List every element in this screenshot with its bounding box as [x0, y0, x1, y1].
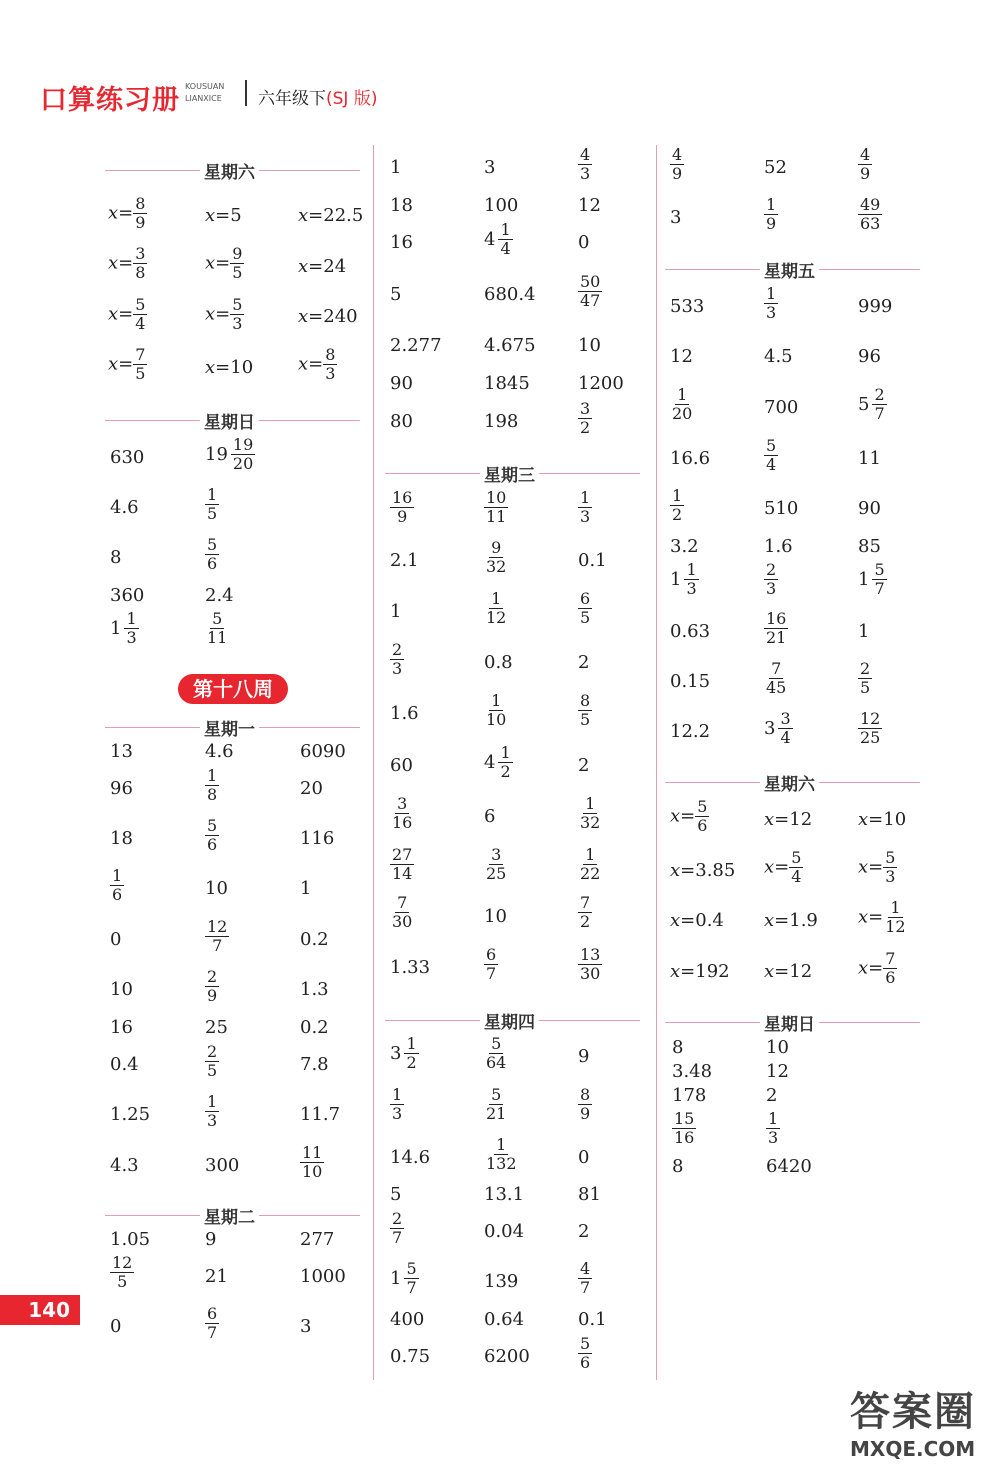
answer: 116	[300, 828, 335, 849]
answer: 4.5	[764, 346, 793, 367]
answer: x=10	[205, 357, 254, 378]
answer: $\frac{16}{9}$	[392, 488, 413, 526]
answer: 1	[390, 157, 402, 178]
answer: 60	[390, 755, 413, 776]
page-number: 140	[0, 1295, 80, 1325]
section-sunday-2: 星期日	[665, 1010, 920, 1034]
answer: 7.8	[300, 1054, 329, 1075]
answer: 1200	[578, 373, 624, 394]
answer: $\frac{1}{132}$	[486, 1135, 517, 1173]
answer: $\frac{1}{32}$	[580, 794, 601, 832]
answer: 10	[110, 979, 133, 1000]
watermark-logo: 答案圈 MXQE.COM	[850, 1389, 976, 1461]
column-divider	[656, 145, 657, 1380]
answer: 1.3	[300, 979, 329, 1000]
answer: 700	[764, 397, 799, 418]
answer: 0.1	[578, 550, 607, 571]
answer: 3.2	[670, 536, 699, 557]
answer: x=192	[670, 961, 730, 982]
answer: 6090	[300, 741, 346, 762]
answer: 2	[766, 1085, 778, 1106]
answer: $\frac{1}{2}$	[672, 486, 683, 524]
answer: 0.63	[670, 621, 711, 642]
answer: 13	[110, 741, 133, 762]
section-sunday: 星期日	[105, 408, 360, 432]
answer: $\frac{12}{7}$	[207, 917, 228, 955]
answer: $\frac{5}{6}$	[580, 1334, 591, 1372]
answer: 2.1	[390, 550, 419, 571]
answer: $\frac{1}{3}$	[580, 488, 591, 526]
answer: 139	[484, 1271, 519, 1292]
answer: 533	[670, 296, 705, 317]
answer: $\frac{2}{7}$	[392, 1209, 403, 1247]
answer: 0.8	[484, 652, 513, 673]
answer: $\frac{1}{6}$	[112, 866, 123, 904]
answer: $\frac{9}{32}$	[486, 538, 507, 576]
answer: x=22.5	[298, 205, 364, 226]
answer: 11.7	[300, 1104, 341, 1125]
answer: x=12	[764, 809, 813, 830]
answer: $\frac{12}{25}$	[860, 709, 881, 747]
answer: 360	[110, 585, 145, 606]
answer: 2.277	[390, 335, 442, 356]
answer: $\frac{1}{22}$	[580, 845, 601, 883]
answer: $\frac{1}{12}$	[486, 589, 507, 627]
answer: x=1.9	[764, 910, 818, 931]
answer: 2	[578, 1221, 590, 1242]
answer: $\frac{2}{3}$	[766, 560, 777, 598]
grade-label: 六年级下(SJ 版)	[258, 89, 378, 109]
answer: $\frac{27}{14}$	[392, 845, 413, 883]
answer: 12	[578, 195, 601, 216]
answer: $\frac{4}{7}$	[580, 1259, 591, 1297]
answer: $\frac{8}{5}$	[580, 691, 591, 729]
column-divider	[373, 145, 374, 1380]
answer: x=5	[205, 205, 242, 226]
answer: x=24	[298, 256, 347, 277]
answer: $\frac{2}{3}$	[392, 640, 403, 678]
answer: 13.1	[484, 1184, 525, 1205]
answer: $\frac{4}{9}$	[672, 145, 683, 183]
answer: 1 $\frac{1}{3}$	[110, 609, 137, 647]
answer: x= $\frac{7}{6}$	[858, 949, 896, 987]
answer: 52	[764, 157, 787, 178]
answer: 80	[390, 411, 413, 432]
answer: $\frac{4}{3}$	[580, 145, 591, 183]
section-saturday: 星期六	[105, 158, 360, 182]
answer: 10	[205, 878, 228, 899]
answer: 19 $\frac{19}{20}$	[205, 435, 254, 473]
answer: $\frac{15}{16}$	[674, 1109, 695, 1147]
answer: 18	[110, 828, 133, 849]
answer: 2.4	[205, 585, 234, 606]
answer: 0.04	[484, 1221, 525, 1242]
answer: 3.48	[672, 1061, 713, 1082]
answer: $\frac{6}{7}$	[486, 945, 497, 983]
answer: 0	[578, 1147, 590, 1168]
answer: 21	[205, 1266, 228, 1287]
section-tuesday: 星期二	[105, 1203, 360, 1227]
answer: 2	[578, 755, 590, 776]
answer: x=3.85	[670, 860, 736, 881]
answer: $\frac{10}{11}$	[486, 488, 507, 526]
answer: 0.4	[110, 1054, 139, 1075]
answer: x= $\frac{5}{4}$	[108, 295, 146, 333]
answer: 0	[578, 232, 590, 253]
answer: $\frac{6}{5}$	[580, 589, 591, 627]
answer: 999	[858, 296, 893, 317]
section-monday: 星期一	[105, 715, 360, 739]
answer: x=10	[858, 809, 907, 830]
answer: 6	[484, 806, 496, 827]
answer: $\frac{16}{21}$	[766, 609, 787, 647]
answer: $\frac{1}{10}$	[486, 691, 507, 729]
answer: $\frac{3}{2}$	[580, 399, 591, 437]
answer: 10	[484, 906, 507, 927]
answer: 3 $\frac{3}{4}$	[764, 709, 791, 747]
answer: 8	[672, 1037, 684, 1058]
answer: x= $\frac{8}{3}$	[298, 345, 336, 383]
answer: 6420	[766, 1156, 812, 1177]
answer: $\frac{5}{21}$	[486, 1085, 507, 1123]
answer: x= $\frac{9}{5}$	[205, 244, 243, 282]
answer: $\frac{7}{45}$	[766, 659, 787, 697]
header-divider	[245, 80, 247, 106]
answer: 3 $\frac{1}{2}$	[390, 1034, 417, 1072]
answer: 1.05	[110, 1229, 151, 1250]
brand-title: 口算练习册	[40, 85, 180, 116]
answer: 5 $\frac{2}{7}$	[858, 385, 885, 423]
answer: 1 $\frac{5}{7}$	[858, 560, 885, 598]
answer: 510	[764, 498, 799, 519]
answer: x=0.4	[670, 910, 724, 931]
answer: $\frac{1}{20}$	[672, 385, 693, 423]
answer: 8	[672, 1156, 684, 1177]
answer: $\frac{50}{47}$	[580, 272, 601, 310]
answer: 1000	[300, 1266, 346, 1287]
answer: x= $\frac{7}{5}$	[108, 345, 146, 383]
answer: 300	[205, 1155, 240, 1176]
answer: 11	[858, 448, 881, 469]
answer: x= $\frac{5}{6}$	[670, 797, 708, 835]
answer: x=240	[298, 306, 358, 327]
answer: $\frac{12}{5}$	[112, 1253, 133, 1291]
answer: x=12	[764, 961, 813, 982]
answer: $\frac{1}{3}$	[768, 1109, 779, 1147]
answer: $\frac{5}{11}$	[207, 609, 228, 647]
answer: 90	[858, 498, 881, 519]
answer: 1	[858, 621, 870, 642]
section-friday: 星期五	[665, 257, 920, 281]
answer: 0.64	[484, 1309, 525, 1330]
answer: $\frac{5}{4}$	[766, 436, 777, 474]
answer: $\frac{5}{6}$	[207, 535, 218, 573]
answer: 9	[205, 1229, 217, 1250]
section-wednesday: 星期三	[385, 461, 640, 485]
answer: 10	[578, 335, 601, 356]
answer: 14.6	[390, 1147, 431, 1168]
answer: 10	[766, 1037, 789, 1058]
answer: x= $\frac{3}{8}$	[108, 244, 146, 282]
answer: 4 $\frac{1}{4}$	[484, 220, 511, 258]
answer: $\frac{1}{5}$	[207, 485, 218, 523]
answer: 8	[110, 547, 122, 568]
week-badge: 第十八周	[178, 674, 288, 704]
answer: 0	[110, 1316, 122, 1337]
answer: 0.75	[390, 1346, 431, 1367]
answer: 16	[110, 1017, 133, 1038]
answer: 277	[300, 1229, 335, 1250]
answer: 12.2	[670, 721, 711, 742]
answer: x= $\frac{5}{3}$	[205, 295, 243, 333]
answer: $\frac{11}{10}$	[302, 1143, 323, 1181]
answer: 630	[110, 447, 145, 468]
answer: $\frac{8}{9}$	[580, 1085, 591, 1123]
answer: 12	[766, 1061, 789, 1082]
answer: 0.2	[300, 1017, 329, 1038]
answer: 3	[300, 1316, 312, 1337]
page-header	[40, 78, 440, 114]
answer: 1	[390, 601, 402, 622]
section-saturday-2: 星期六	[665, 770, 920, 794]
answer: 1.25	[110, 1104, 151, 1125]
answer: x= $\frac{1}{12}$	[858, 898, 906, 936]
answer: $\frac{49}{63}$	[860, 195, 881, 233]
answer: 5	[390, 284, 402, 305]
answer: 680.4	[484, 284, 536, 305]
answer: 1.6	[390, 703, 419, 724]
answer: 96	[858, 346, 881, 367]
answer: 16.6	[670, 448, 711, 469]
answer: $\frac{6}{7}$	[207, 1304, 218, 1342]
answer: x= $\frac{5}{4}$	[764, 848, 802, 886]
answer: 0.2	[300, 929, 329, 950]
answer: 6200	[484, 1346, 530, 1367]
answer: 4.675	[484, 335, 536, 356]
answer: 2	[578, 652, 590, 673]
brand-pinyin: KOUSUAN LIANXICE	[185, 82, 225, 103]
answer: $\frac{3}{16}$	[392, 794, 413, 832]
answer: 1 $\frac{5}{7}$	[390, 1259, 417, 1297]
answer: 16	[390, 232, 413, 253]
answer: 4 $\frac{1}{2}$	[484, 743, 511, 781]
answer: 4.3	[110, 1155, 139, 1176]
answer: $\frac{13}{30}$	[580, 945, 601, 983]
answer: 178	[672, 1085, 707, 1106]
answer: $\frac{3}{25}$	[486, 845, 507, 883]
answer: 20	[300, 778, 323, 799]
answer: 12	[670, 346, 693, 367]
answer: $\frac{1}{9}$	[766, 195, 777, 233]
answer: 18	[390, 195, 413, 216]
answer: $\frac{4}{9}$	[860, 145, 871, 183]
answer: $\frac{1}{3}$	[392, 1085, 403, 1123]
answer: $\frac{5}{64}$	[486, 1034, 507, 1072]
answer: 1.6	[764, 536, 793, 557]
answer: 0.15	[670, 671, 711, 692]
answer: $\frac{1}{8}$	[207, 766, 218, 804]
answer: 9	[578, 1046, 590, 1067]
answer: x= $\frac{5}{3}$	[858, 848, 896, 886]
answer: $\frac{2}{5}$	[207, 1042, 218, 1080]
section-thursday: 星期四	[385, 1008, 640, 1032]
answer: 1845	[484, 373, 530, 394]
answer: 96	[110, 778, 133, 799]
answer: 90	[390, 373, 413, 394]
answer: $\frac{7}{30}$	[392, 893, 413, 931]
answer: x= $\frac{8}{9}$	[108, 194, 146, 232]
answer: 85	[858, 536, 881, 557]
answer: 81	[578, 1184, 601, 1205]
answer: 3	[670, 207, 682, 228]
answer: 4.6	[205, 741, 234, 762]
answer: 400	[390, 1309, 425, 1330]
answer: 100	[484, 195, 519, 216]
answer: 1	[300, 878, 312, 899]
answer: $\frac{1}{3}$	[766, 284, 777, 322]
answer: $\frac{5}{6}$	[207, 816, 218, 854]
answer: $\frac{2}{9}$	[207, 967, 218, 1005]
answer: 3	[484, 157, 496, 178]
answer: $\frac{1}{3}$	[207, 1092, 218, 1130]
answer: 5	[390, 1184, 402, 1205]
answer: $\frac{2}{5}$	[860, 659, 871, 697]
answer: 25	[205, 1017, 228, 1038]
answer: 0	[110, 929, 122, 950]
answer: 198	[484, 411, 519, 432]
answer: 1.33	[390, 957, 431, 978]
answer: 4.6	[110, 497, 139, 518]
answer: 0.1	[578, 1309, 607, 1330]
answer: 1 $\frac{1}{3}$	[670, 560, 697, 598]
answer: $\frac{7}{2}$	[580, 893, 591, 931]
